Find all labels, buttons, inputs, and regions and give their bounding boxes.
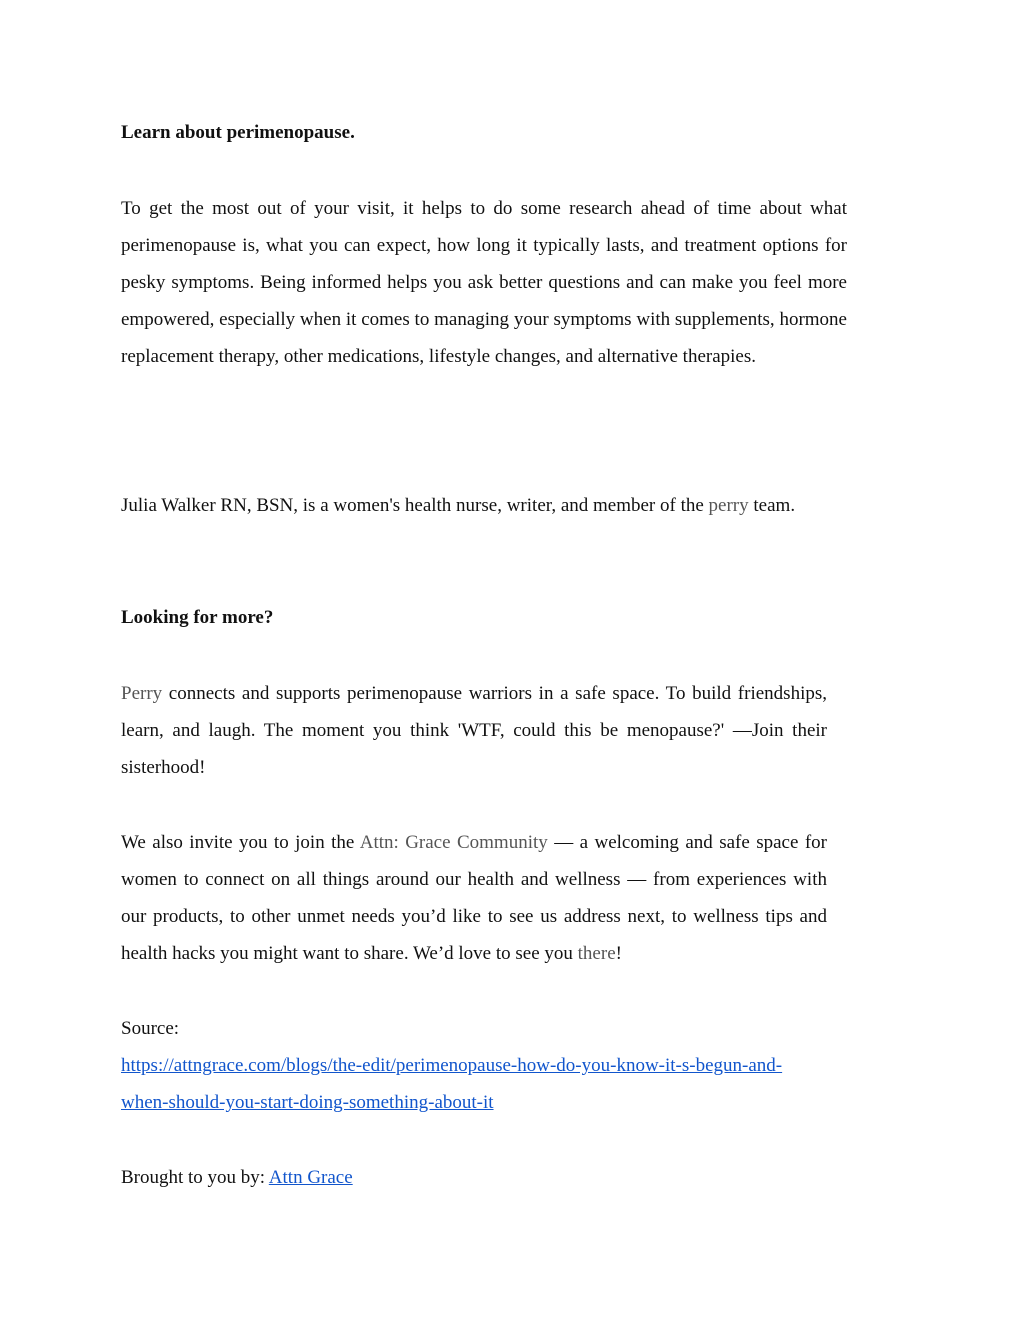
source-block <box>121 1010 782 1121</box>
author-bio-text-end: team. <box>753 495 796 516</box>
perimenopause-research-paragraph: To get the most out of your visit, it helps to do some research ahead of time about what perimenopause is, what you can expect, how long it typically lasts, and treatment options for pesky symptoms. Being informed helps you ask better questions and can make you feel more empowered, especially when it comes to managing your symptoms with supplements, hormone replacement therapy, other medications, lifestyle changes, and alternative therapies. <box>121 198 847 367</box>
perry-link[interactable]: perry <box>708 495 749 516</box>
there-link[interactable]: there <box>577 943 616 964</box>
community-text-end: ! <box>615 943 622 964</box>
heading-looking-for-more: Looking for more? <box>121 607 274 628</box>
community-text-middle: — a welcoming and safe space for women to connect on all things around our health and wellness — from experiences with our products, to other unmet needs you’d like to see us address next, to wellness tips and health hacks you might want to share. We’d love to see you <box>121 832 827 964</box>
perry-paragraph <box>121 675 827 786</box>
perry-paragraph-text: connects and supports perimenopause warriors in a safe space. To build friendships, learn, and laugh. The moment you think 'WTF, could this be menopause?' —Join their sisterhood! <box>121 683 827 778</box>
author-bio-paragraph <box>121 487 827 524</box>
source-label: Source: <box>121 1018 180 1039</box>
heading-learn-about-perimenopause: Learn about perimenopause. <box>121 122 355 143</box>
community-invite-paragraph <box>121 824 827 972</box>
attn-grace-link[interactable]: Attn Grace <box>268 1167 353 1188</box>
perry-community-link[interactable]: Perry <box>121 683 163 704</box>
author-bio-text: Julia Walker RN, BSN, is a women's health nurse, writer, and member of the <box>121 495 709 516</box>
source-url-link[interactable]: https://attngrace.com/blogs/the-edit/perimenopause-how-do-you-know-it-s-begun-and- <box>121 1055 783 1076</box>
community-text-start: We also invite you to join the <box>121 832 360 853</box>
source-url-link-continued[interactable]: when-should-you-start-doing-something-about-it <box>121 1092 494 1113</box>
brought-to-you-by-label: Brought to you by: <box>121 1167 269 1188</box>
attn-grace-community-link[interactable]: Attn: Grace Community <box>359 832 548 853</box>
brought-to-you-by <box>121 1159 353 1196</box>
